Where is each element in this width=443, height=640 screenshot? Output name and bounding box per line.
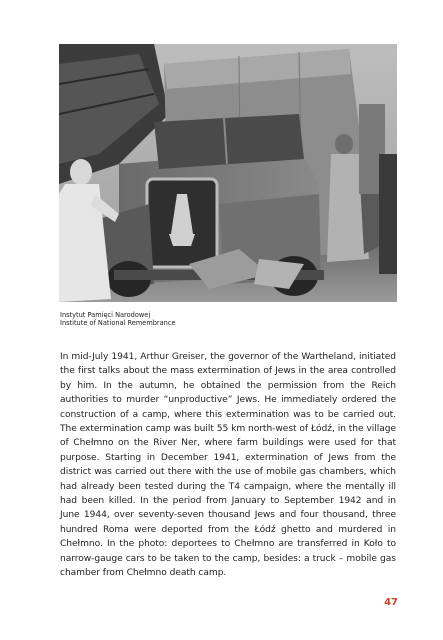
truck-photo-graphic [59, 44, 397, 302]
photo-credit-english: Institute of National Remembrance [60, 319, 176, 328]
photo-credit-polish: Instytut Pamięci Narodowej [60, 311, 151, 319]
page-number: 47 [384, 597, 398, 608]
historical-photo [59, 44, 397, 302]
body-paragraph: In mid-July 1941, Arthur Greiser, the governor of the Wartheland, initiated the first talks about the mass extermination of Jews in the area controlled by him. In the autumn, he obtained the permission from the Reich authorities to murder “unproductive” Jews. He immediately ordered the construction of a camp, where this extermination was to be carried out. The extermination camp was built 55 km north-west of Łódź, in the village of Chełmno on the River Ner, where farm buildings were used for that purpose. Starting in December 1941, extermination of Jews from the district was carried out there with the use of mobile gas chambers, which had already been tested during the T4 campaign, where the mentally ill had been killed. In the period from January to September 1942 and in June 1944, over seventy-seven thousand Jews and four thousand, three hundred Roma were deported from the Łódź ghetto and murdered in Chełmno. In the photo: deportees to Chełmno are transferred in Koło to narrow-gauge cars to be taken to the camp, besides: a truck – mobile gas chamber from Chełmno death camp. [60, 352, 396, 579]
photo-credit [60, 311, 380, 327]
